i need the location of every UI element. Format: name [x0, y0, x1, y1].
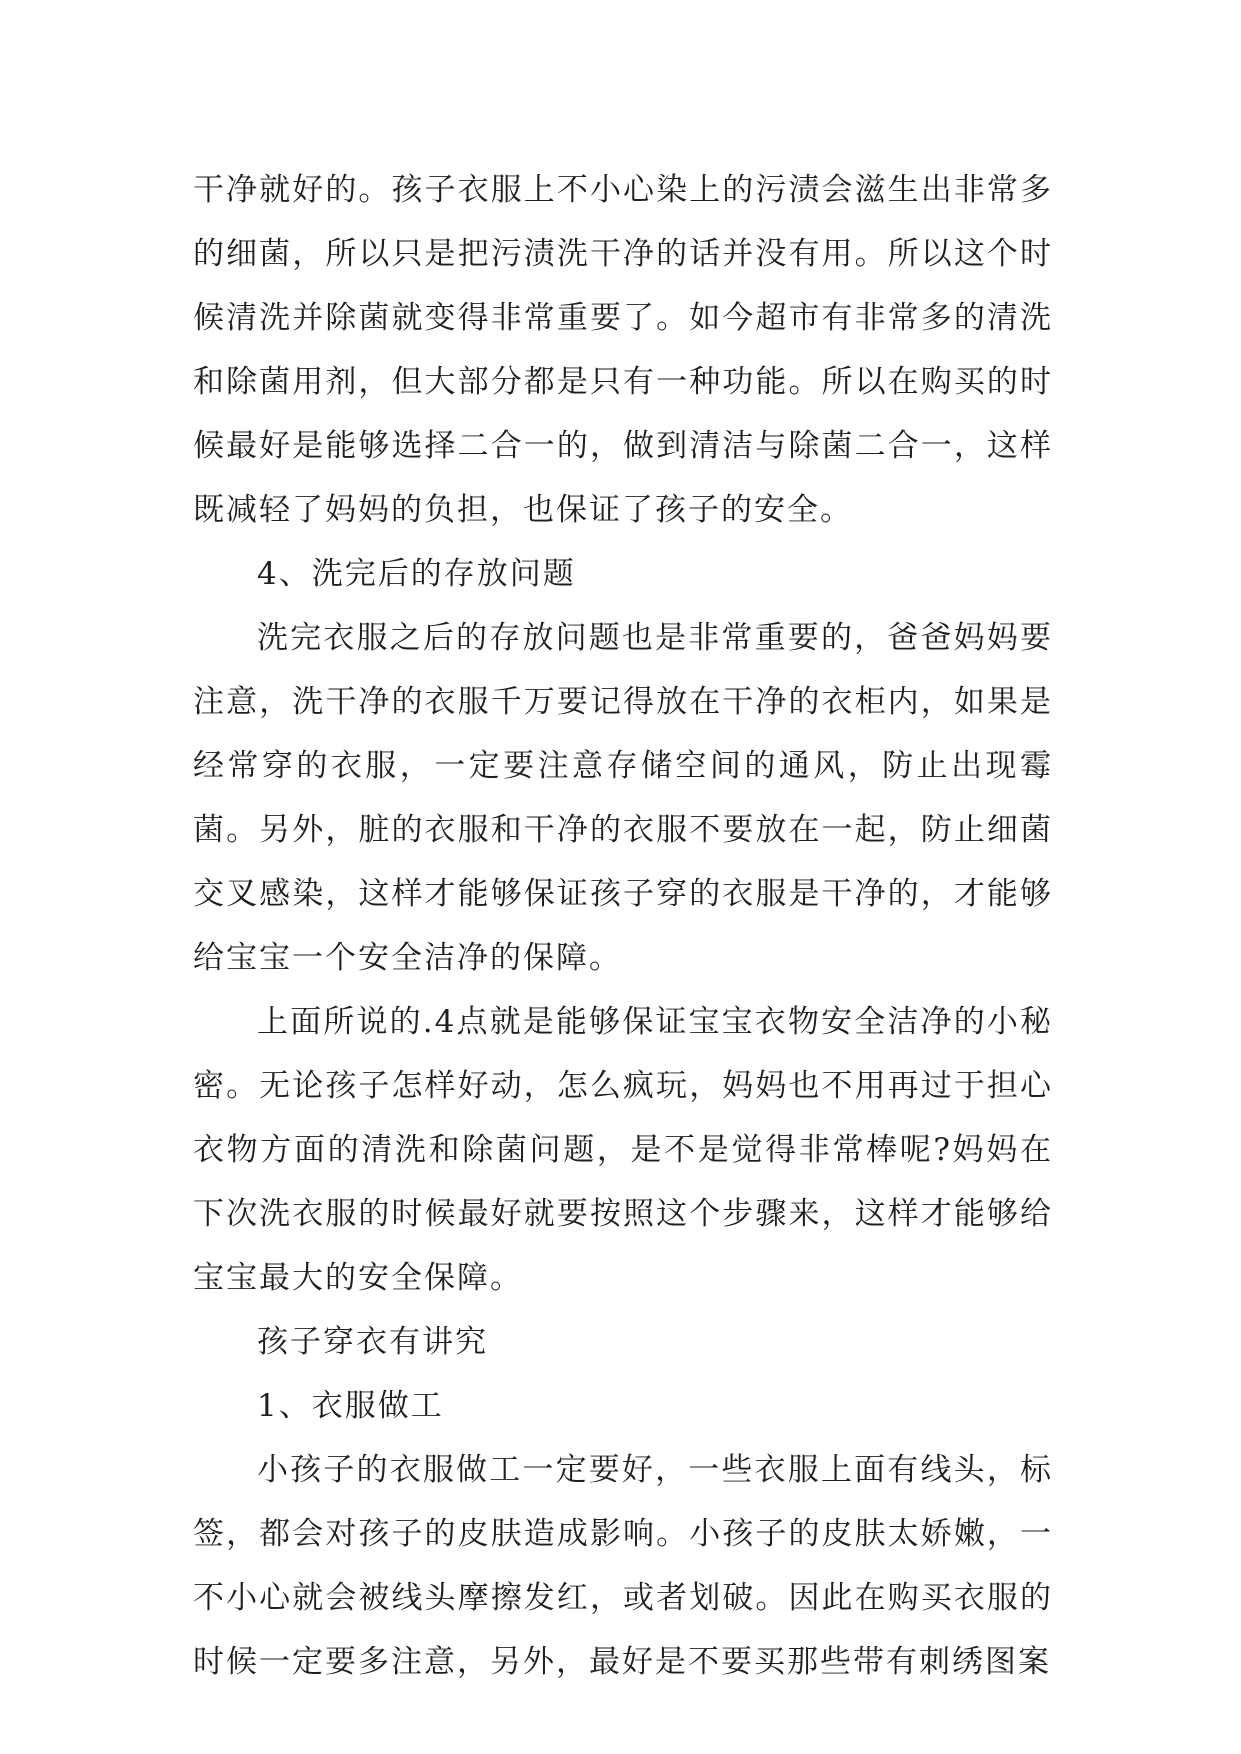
document-body: [193, 158, 1053, 1694]
section-heading-workmanship: 1、衣服做工: [257, 1388, 444, 1424]
paragraph-storage: 洗完衣服之后的存放问题也是非常重要的，爸爸妈妈要注意，洗干净的衣服千万要记得放在干净的衣柜内，如果是经常穿的衣服，一定要注意存储空间的通风，防止出现霉菌。另外，脏的衣服和干净的衣服不要放在一起，防止细菌交叉感染，这样才能够保证孩子穿的衣服是干净的，才能够给宝宝一个安全洁净的保障。: [193, 620, 1053, 976]
paragraph-continuation: 干净就好的。孩子衣服上不小心染上的污渍会滋生出非常多的细菌，所以只是把污渍洗干净的话并没有用。所以这个时候清洗并除菌就变得非常重要了。如今超市有非常多的清洗和除菌用剂，但大部分都是只有一种功能。所以在购买的时候最好是能够选择二合一的，做到清洁与除菌二合一，这样既减轻了妈妈的负担，也保证了孩子的安全。: [193, 172, 1053, 528]
section-title-dressing: 孩子穿衣有讲究: [257, 1324, 488, 1360]
section-heading-storage: 4、洗完后的存放问题: [257, 556, 576, 592]
paragraph-workmanship: 小孩子的衣服做工一定要好，一些衣服上面有线头，标签，都会对孩子的皮肤造成影响。小孩子的皮肤太娇嫩，一不小心就会被线头摩擦发红，或者划破。因此在购买衣服的时候一定要多注意，另外，最好是不要买那些带有刺绣图案: [193, 1452, 1053, 1680]
paragraph-summary: 上面所说的.4点就是能够保证宝宝衣物安全洁净的小秘密。无论孩子怎样好动，怎么疯玩，妈妈也不用再过于担心衣物方面的清洗和除菌问题，是不是觉得非常棒呢?妈妈在下次洗衣服的时候最好就要按照这个步骤来，这样才能够给宝宝最大的安全保障。: [193, 1004, 1053, 1296]
